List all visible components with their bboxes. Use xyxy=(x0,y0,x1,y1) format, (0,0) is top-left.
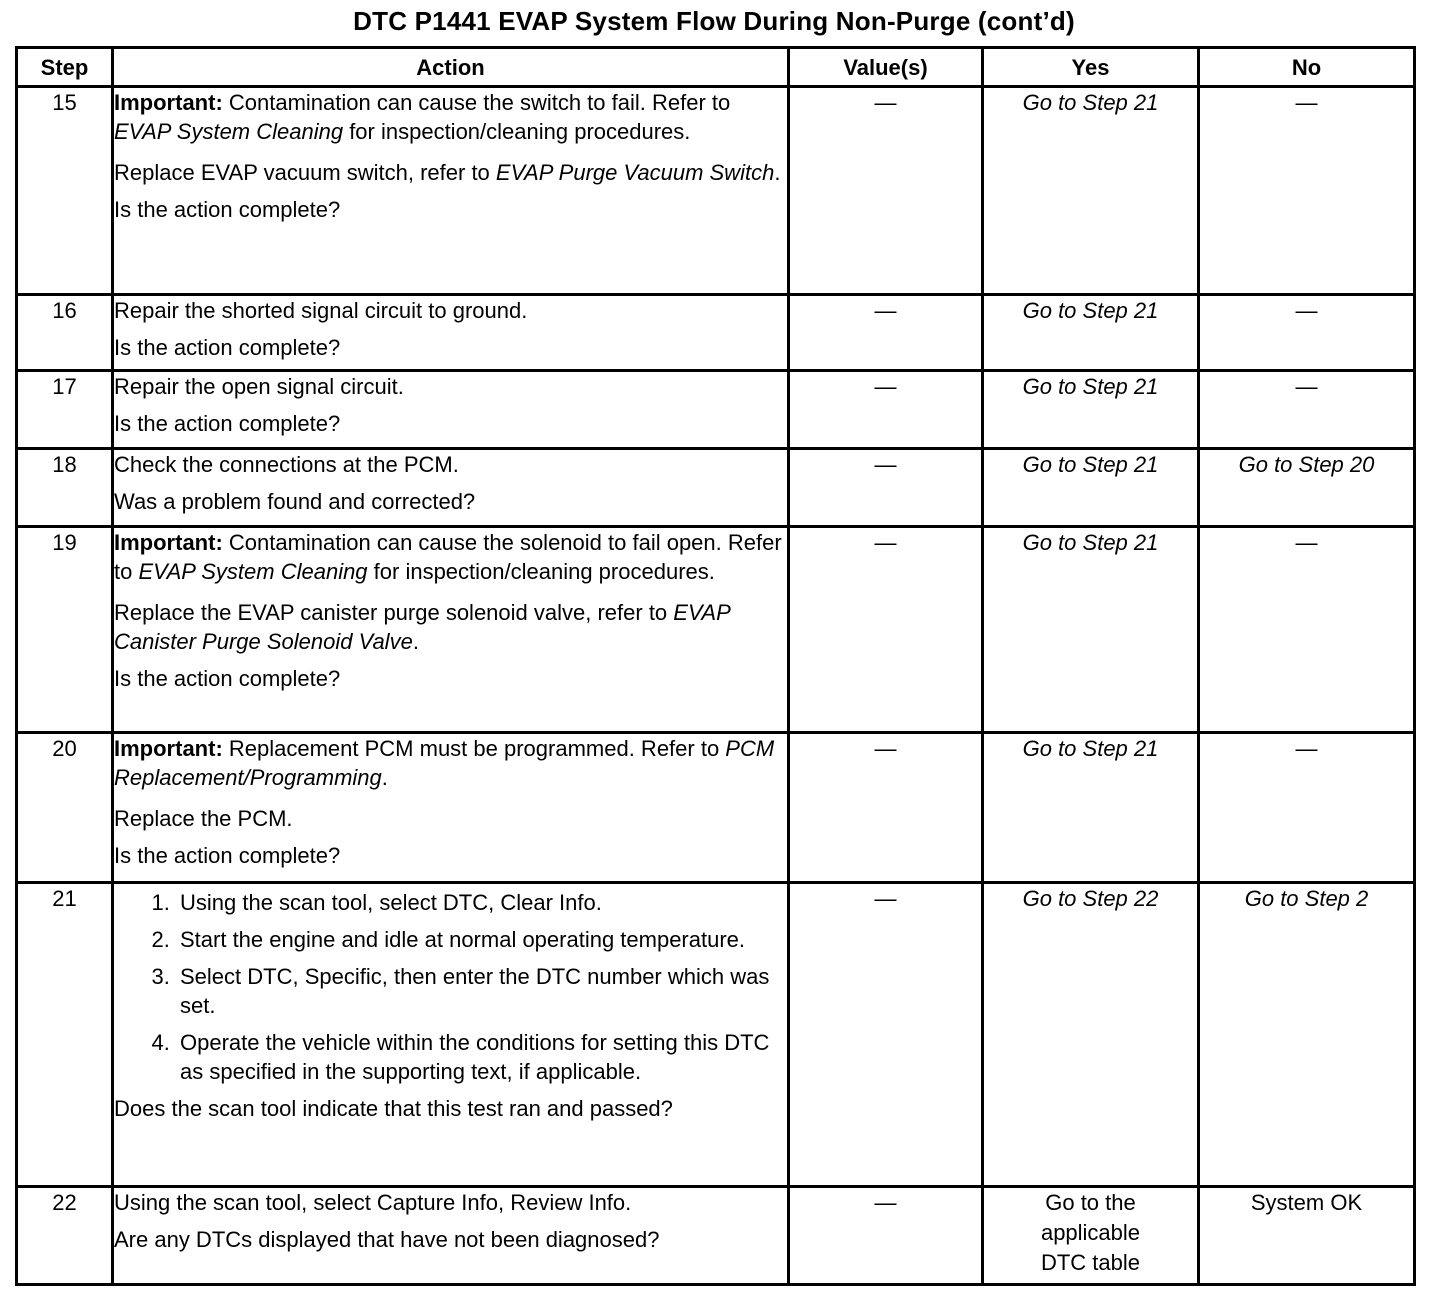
reference-link: EVAP System Cleaning xyxy=(114,119,344,144)
list-item: 3. Select DTC, Specific, then enter the DTC number which was set. xyxy=(176,962,787,1020)
question: Is the action complete? xyxy=(114,411,341,436)
no-cell: — xyxy=(1199,371,1415,449)
header-step: Step xyxy=(17,48,113,87)
no-cell: Go to Step 2 xyxy=(1199,883,1415,1187)
procedure-list xyxy=(114,888,787,1086)
instruction xyxy=(114,598,787,656)
note-text: for inspection/cleaning procedures. xyxy=(367,559,715,584)
important-note xyxy=(114,88,787,146)
yes-cell xyxy=(983,1187,1199,1285)
note-text: . xyxy=(381,765,388,790)
instruction: Check the connections at the PCM. xyxy=(114,452,459,477)
no-cell: — xyxy=(1199,527,1415,733)
question: Is the action complete? xyxy=(114,666,341,691)
yes-cell: Go to Step 21 xyxy=(983,295,1199,371)
action-cell xyxy=(113,733,789,883)
value-cell: — xyxy=(789,371,983,449)
important-label: Important: xyxy=(114,90,223,115)
no-cell: — xyxy=(1199,295,1415,371)
step-number: 15 xyxy=(17,87,113,295)
instruction-end: . xyxy=(412,629,419,654)
action-cell xyxy=(113,295,789,371)
question: Was a problem found and corrected? xyxy=(114,489,476,514)
yes-line: DTC table xyxy=(1040,1250,1141,1275)
table-row-step-20 xyxy=(17,733,1415,883)
yes-cell: Go to Step 22 xyxy=(983,883,1199,1187)
header-no: No xyxy=(1199,48,1415,87)
question: Is the action complete? xyxy=(114,197,341,222)
yes-cell: Go to Step 21 xyxy=(983,87,1199,295)
header-yes: Yes xyxy=(983,48,1199,87)
list-item: 1. Using the scan tool, select DTC, Clear Info. xyxy=(176,888,787,917)
important-note xyxy=(114,528,787,586)
instruction-text: Replace the EVAP canister purge solenoid valve, refer to xyxy=(114,600,674,625)
instruction-text: Replace EVAP vacuum switch, refer to xyxy=(114,160,496,185)
question: Is the action complete? xyxy=(114,335,341,360)
yes-line: applicable xyxy=(1040,1220,1141,1245)
table-row-step-16 xyxy=(17,295,1415,371)
action-cell xyxy=(113,527,789,733)
yes-cell: Go to Step 21 xyxy=(983,449,1199,527)
table-row-step-22 xyxy=(17,1187,1415,1285)
reference-link: EVAP System Cleaning xyxy=(138,559,368,584)
question: Does the scan tool indicate that this test ran and passed? xyxy=(114,1096,673,1121)
action-cell xyxy=(113,1187,789,1285)
header-row xyxy=(17,48,1415,87)
step-number: 18 xyxy=(17,449,113,527)
reference-link: EVAP Canister Purge Solenoid Valve xyxy=(114,600,730,654)
no-cell: System OK xyxy=(1199,1187,1415,1285)
instruction: Repair the shorted signal circuit to ground. xyxy=(114,298,528,323)
instruction-end: . xyxy=(774,160,781,185)
value-cell: — xyxy=(789,883,983,1187)
action-cell xyxy=(113,87,789,295)
value-cell: — xyxy=(789,449,983,527)
list-item: 2. Start the engine and idle at normal operating temperature. xyxy=(176,925,787,954)
important-label: Important: xyxy=(114,736,223,761)
important-note xyxy=(114,734,787,792)
action-cell xyxy=(113,449,789,527)
action-cell xyxy=(113,883,789,1187)
yes-cell: Go to Step 21 xyxy=(983,527,1199,733)
question: Is the action complete? xyxy=(114,843,341,868)
instruction: Replace the PCM. xyxy=(114,806,293,831)
step-number: 20 xyxy=(17,733,113,883)
table-row-step-15 xyxy=(17,87,1415,295)
reference-link: PCM Replacement/Programming xyxy=(114,736,775,790)
step-number: 19 xyxy=(17,527,113,733)
table-row-step-19 xyxy=(17,527,1415,733)
header-action: Action xyxy=(113,48,789,87)
value-cell: — xyxy=(789,87,983,295)
important-label: Important: xyxy=(114,530,223,555)
yes-line: Go to the xyxy=(1045,1190,1136,1215)
value-cell: — xyxy=(789,527,983,733)
header-value: Value(s) xyxy=(789,48,983,87)
step-number: 22 xyxy=(17,1187,113,1285)
value-cell: — xyxy=(789,733,983,883)
step-number: 17 xyxy=(17,371,113,449)
yes-cell: Go to Step 21 xyxy=(983,733,1199,883)
table-row-step-21 xyxy=(17,883,1415,1187)
diagnostic-table xyxy=(15,46,1416,1286)
question: Are any DTCs displayed that have not been diagnosed? xyxy=(114,1227,660,1252)
step-number: 16 xyxy=(17,295,113,371)
page-title: DTC P1441 EVAP System Flow During Non-Purge (cont’d) xyxy=(353,6,1075,36)
note-text: for inspection/cleaning procedures. xyxy=(343,119,691,144)
note-text: Contamination can cause the solenoid to fail open. Refer to xyxy=(114,530,782,584)
instruction: Repair the open signal circuit. xyxy=(114,374,404,399)
reference-link: EVAP Purge Vacuum Switch xyxy=(495,160,775,185)
step-number: 21 xyxy=(17,883,113,1187)
instruction xyxy=(114,158,787,187)
value-cell: — xyxy=(789,295,983,371)
table-row-step-17 xyxy=(17,371,1415,449)
no-cell: Go to Step 20 xyxy=(1199,449,1415,527)
note-text: Contamination can cause the switch to fail. Refer to xyxy=(222,90,731,115)
no-cell: — xyxy=(1199,87,1415,295)
no-cell: — xyxy=(1199,733,1415,883)
note-text: Replacement PCM must be programmed. Refer to xyxy=(222,736,726,761)
table-row-step-18 xyxy=(17,449,1415,527)
action-cell xyxy=(113,371,789,449)
value-cell: — xyxy=(789,1187,983,1285)
list-item: 4. Operate the vehicle within the conditions for setting this DTC as specified in the supporting text, if applicable. xyxy=(176,1028,787,1086)
instruction: Using the scan tool, select Capture Info, Review Info. xyxy=(114,1190,632,1215)
yes-cell: Go to Step 21 xyxy=(983,371,1199,449)
